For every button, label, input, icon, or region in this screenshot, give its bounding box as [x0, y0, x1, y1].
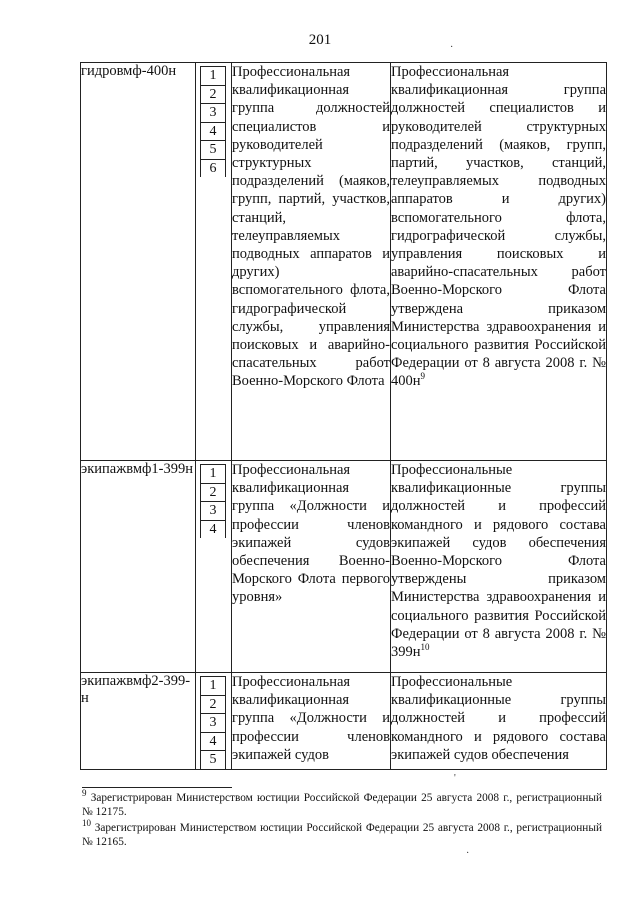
number-cell: 5 — [200, 141, 226, 160]
scan-speck: · — [450, 42, 454, 53]
number-cell: 3 — [200, 714, 226, 733]
group-name: Профессиональная квалификационная группа «Должности и профессии членов экипажей судов обеспечения Военно-Морского Флота первого уровня» — [232, 461, 391, 673]
group-name: Профессиональная квалификационная группа должностей специалистов и руководителей структурных подразделений (маяков, групп, партий, участков, станций, телеуправляемых подводных аппаратов и других) вспомогательного флота, гидрографической службы, управления поисковых и аварийно-спасательных работ Военно-Морского Флота — [232, 63, 391, 461]
number-cell: 1 — [200, 676, 226, 696]
number-cell: 1 — [200, 66, 226, 86]
number-cell: 2 — [200, 484, 226, 503]
approval-text — [391, 63, 607, 461]
number-cell: 6 — [200, 160, 226, 178]
footnote-ref: 9 — [420, 371, 426, 382]
number-cell: 3 — [200, 502, 226, 521]
number-cell: 5 — [200, 751, 226, 769]
footnote-text: Зарегистрирован Министерством юстиции Российской Федерации 25 августа 2008 г., регистрационный № 12175. — [82, 792, 602, 818]
number-cell: 1 — [200, 464, 226, 484]
footnote — [82, 788, 602, 819]
group-name: Профессиональная квалификационная группа «Должности и профессии членов экипажей судов — [232, 673, 391, 770]
row-code: экипажвмф1-399н — [81, 461, 196, 673]
number-cell: 3 — [200, 104, 226, 123]
page-number: 201 — [308, 32, 332, 48]
number-cell: 4 — [200, 733, 226, 752]
number-cell: 2 — [200, 696, 226, 715]
footnote-mark: 9 — [82, 788, 87, 799]
row-numbers — [196, 673, 232, 770]
footnote-ref: 10 — [420, 642, 430, 653]
row-code: экипажвмф2-399-н — [81, 673, 196, 770]
table-row — [81, 63, 607, 461]
approval-body: Профессиональная квалификационная группа должностей специалистов и руководителей структурных подразделений (маяков, групп, партий, участков, станций, телеуправляемых подводных аппаратов и других) вспомогательного флота, гидрографической службы, управления поисковых и аварийно-спасательных работ Военно-Морского Флота утверждена приказом Министерства здравоохранения и социального развития Российской Федерации от 8 августа 2008 г. № 400н — [391, 64, 606, 390]
classification-table — [80, 62, 607, 770]
footnote-separator — [82, 787, 232, 788]
table-row — [81, 461, 607, 673]
approval-text: Профессиональные квалификационные группы должностей и профессий командного и рядового состава экипажей судов обеспечения — [391, 673, 607, 770]
number-cell: 4 — [200, 521, 226, 539]
footnote — [82, 818, 602, 849]
footnotes — [82, 788, 602, 851]
number-cell: 2 — [200, 86, 226, 105]
footnote-text: Зарегистрирован Министерством юстиции Российской Федерации 25 августа 2008 г., регистрационный № 12165. — [82, 822, 602, 848]
scan-speck: ' — [454, 773, 456, 784]
table-row — [81, 673, 607, 770]
row-code: гидровмф-400н — [81, 63, 196, 461]
number-cell: 4 — [200, 123, 226, 142]
scan-speck: · — [466, 848, 470, 859]
approval-body: Профессиональные квалификационные группы должностей и профессий командного и рядового состава экипажей судов обеспечения Военно-Морского Флота утверждены приказом Министерства здравоохранения и социального развития Российской Федерации от 8 августа 2008 г. № 399н — [391, 462, 606, 661]
row-numbers — [196, 63, 232, 461]
row-numbers — [196, 461, 232, 673]
approval-text — [391, 461, 607, 673]
footnote-mark: 10 — [82, 818, 91, 829]
